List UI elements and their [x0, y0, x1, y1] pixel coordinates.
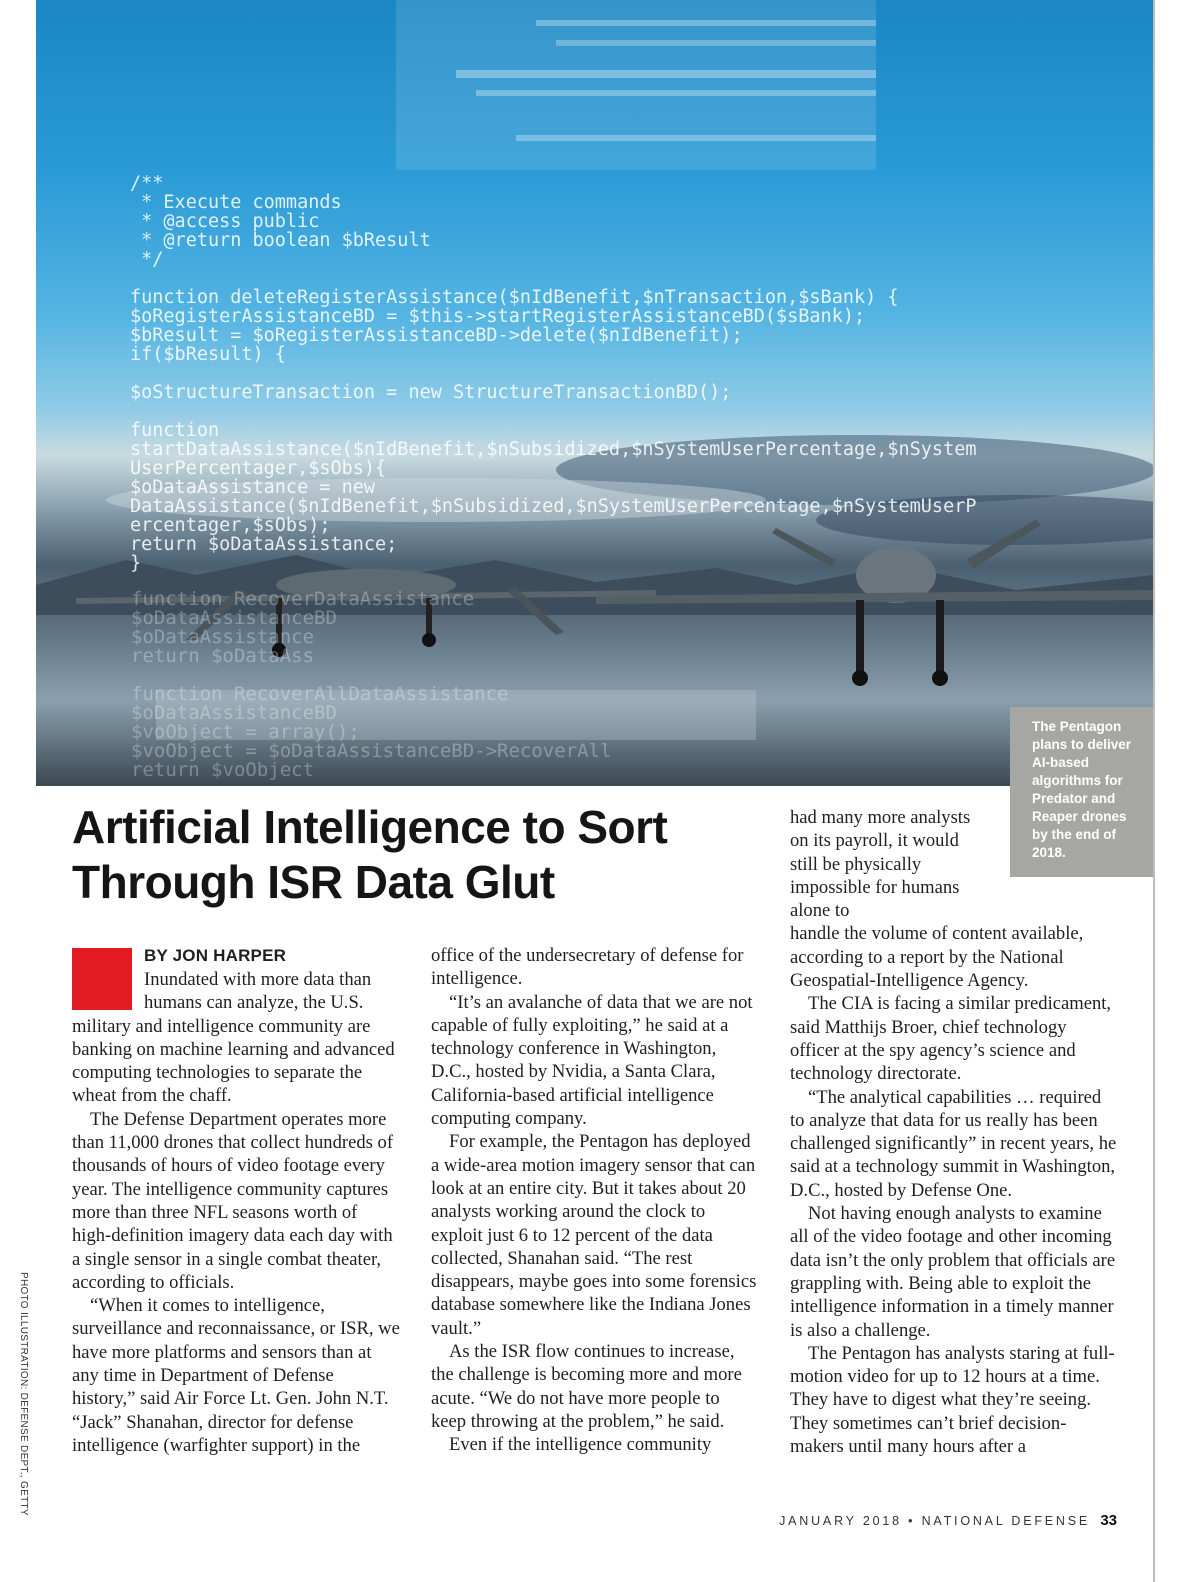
paragraph: “When it comes to intelligence, surveillance and reconnaissance, or ISR, we have more platforms and sensors than at any time in Department of Defense history,” said Air Force Lt. Gen. John N.T. “Jack” Shanahan, director for defense intelligence (warfighter support) in the [72, 1295, 400, 1456]
code-line: startDataAssistance($nIdBenefit,$nSubsidized,$nSystemUserPercentage,$nSystem [130, 439, 977, 460]
code-line: $oDataAssistanceBD [131, 702, 337, 724]
code-line: function RecoverAllDataAssistance [131, 683, 509, 705]
page-footer [779, 1512, 1117, 1529]
paragraph: For example, the Pentagon has deployed a wide-area motion imagery sensor that can look at an entire city. But it takes about 20 analysts working around the clock to exploit just 6 to 12 percent of the data collected, Shanahan said. “The rest disappears, maybe goes into some forensics database somewhere like the Indiana Jones vault.” [431, 1131, 757, 1339]
code-line: ercentager,$sObs); [130, 515, 331, 536]
article-column-2 [431, 944, 758, 1457]
code-line: */ [130, 249, 164, 270]
byline: BY JON HARPER [144, 946, 287, 965]
paragraph: “It’s an avalanche of data that we are not capable of fully exploiting,” he said at a technology conference in Washington, D.C., hosted by Nvidia, a Santa Clara, California-based artificial intelligence computing company. [431, 991, 753, 1130]
code-line: return $voObject [131, 759, 315, 781]
paragraph: Inundated with more data than humans can analyze, the U.S. military and intelligence community are banking on machine learning and advanced computing technologies to separate the wheat from the chaff. [72, 969, 395, 1107]
code-line [130, 402, 976, 421]
code-line [130, 364, 976, 383]
code-texture [456, 70, 876, 78]
code-line: $voObject = $oDataAssistanceBD->RecoverAll [131, 740, 612, 762]
code-texture [516, 135, 876, 141]
code-line: $bResult = $oRegisterAssistanceBD->delete($nIdBenefit); [130, 325, 743, 346]
code-line: return $oDataAss [131, 645, 315, 667]
code-line: return $oDataAssistance; [130, 534, 398, 555]
code-line: function RecoverDataAssistance [131, 588, 475, 610]
code-line: $oDataAssistance [131, 626, 315, 648]
code-texture [536, 20, 876, 26]
paragraph-continued: had many more analysts on its payroll, it would still be physically impossible for humans alone to [790, 807, 971, 922]
code-line: $oDataAssistance = new [130, 477, 376, 498]
paragraph: Not having enough analysts to examine all of the video footage and other incoming data isn’t the only problem that officials are grappling with. Being able to exploit the intelligence information in a timely manner is also a challenge. [790, 1203, 1116, 1341]
code-line: UserPercentager,$sObs){ [130, 458, 387, 479]
code-texture [556, 40, 876, 46]
article-column-3 [790, 806, 1120, 1458]
paragraph: The CIA is facing a similar predicament, said Matthijs Broer, chief technology officer at the spy agency’s science and technology directorate. [790, 993, 1112, 1085]
code-line: function [130, 420, 220, 441]
photo-credit: PHOTO ILLUSTRATION: DEFENSE DEPT., GETTY [18, 1272, 29, 1516]
code-line: if($bResult) { [130, 344, 286, 365]
paragraph: office of the undersecretary of defense for intelligence. [431, 945, 744, 990]
red-square-marker [72, 948, 132, 1010]
code-line: $voObject = array(); [131, 721, 360, 743]
page-edge-rule [1153, 0, 1155, 1582]
code-line [130, 269, 976, 288]
article-column-1 [72, 944, 400, 1457]
paragraph: The Defense Department operates more than 11,000 drones that collect hundreds of thousands of hours of video footage every year. The intelligence community captures more than three NFL seasons worth of high-definition imagery data each day with a single sensor in a single combat theater, according to officials. [72, 1108, 394, 1293]
code-line: * Execute commands [130, 192, 342, 213]
code-line: $oRegisterAssistanceBD = $this->startRegisterAssistanceBD($sBank); [130, 306, 866, 327]
photo-caption: The Pentagon plans to deliver AI-based algorithms for Predator and Reaper drones by the end of 2018. [1010, 707, 1153, 877]
code-line: $oStructureTransaction = new StructureTransactionBD(); [130, 382, 732, 403]
paragraph: As the ISR flow continues to increase, the challenge is becoming more and more acute. “We do not have more people to keep throwing at the problem,” he said. [431, 1341, 742, 1432]
issue-line: JANUARY 2018 • NATIONAL DEFENSE [779, 1514, 1091, 1528]
code-line: DataAssistance($nIdBenefit,$nSubsidized,$nSystemUserPercentage,$nSystemUserP [130, 496, 977, 517]
code-overlay-faint [131, 590, 611, 780]
paragraph: Even if the intelligence community [449, 1434, 712, 1456]
paragraph: The Pentagon has analysts staring at full-motion video for up to 12 hours at a time. They have to digest what they’re seeing. They sometimes can’t brief decision-makers until many hours after a [790, 1342, 1115, 1458]
page-number: 33 [1100, 1512, 1117, 1529]
code-line: /** [130, 173, 164, 194]
code-blocks-top [36, 0, 1153, 170]
paragraph: “The analytical capabilities … required to analyze that data for us really has been challenged significantly” in recent years, he said at a technology summit in Washington, D.C., hosted by Defense One. [790, 1086, 1117, 1201]
code-texture [476, 90, 876, 96]
paragraph-continued: handle the volume of content available, according to a report by the National Geospatial-Intelligence Agency. [790, 923, 1084, 992]
code-line: $oDataAssistanceBD [131, 607, 337, 629]
code-line: } [130, 553, 142, 574]
code-line: * @access public [130, 211, 320, 232]
code-line: * @return boolean $bResult [130, 230, 431, 251]
code-line: function deleteRegisterAssistance($nIdBenefit,$nTransaction,$sBank) { [130, 287, 899, 308]
hero-photo-illustration [36, 0, 1153, 786]
headline: Artificial Intelligence to Sort Through ISR Data Glut [72, 801, 668, 908]
code-overlay [130, 174, 976, 573]
